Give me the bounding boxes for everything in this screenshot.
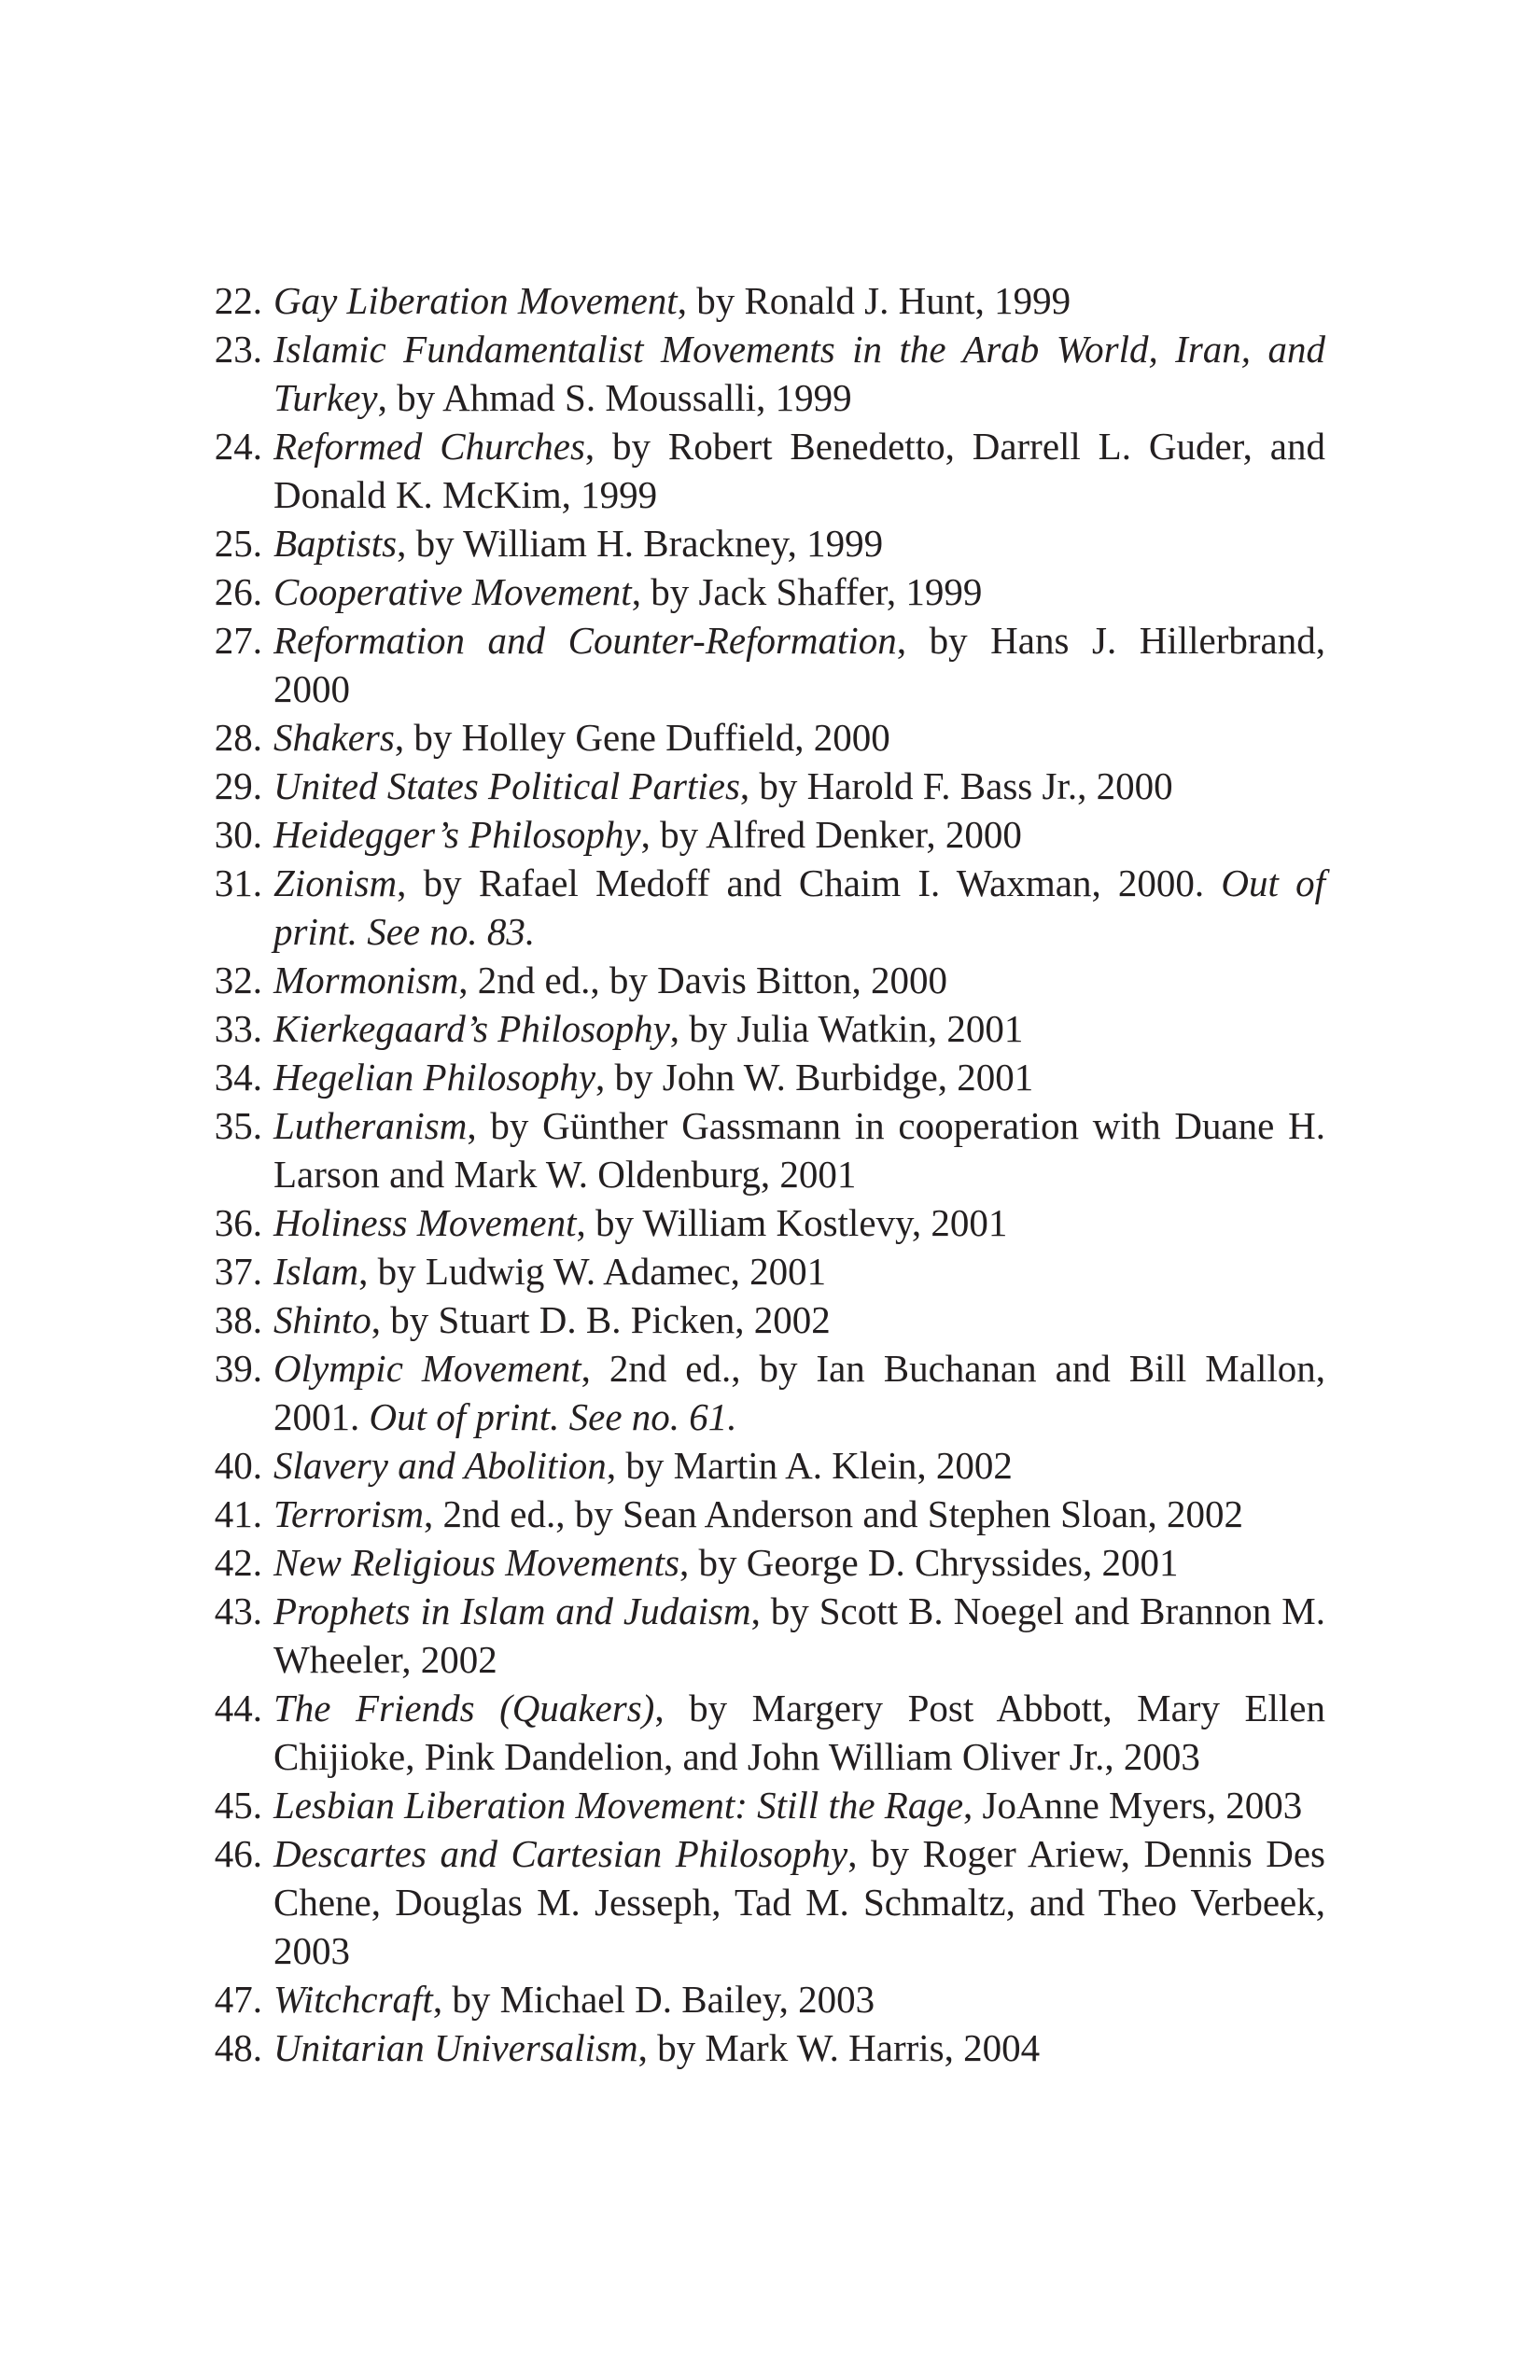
entry-number: 35. [214, 1104, 262, 1147]
entry-number: 40. [214, 1444, 262, 1487]
entry-details: , by Julia Watkin, 2001 [669, 1007, 1024, 1050]
entry-title: Mormonism [273, 959, 459, 1001]
entry-number: 29. [214, 764, 262, 807]
entry-number: 32. [214, 959, 262, 1001]
entry-details: , by William H. Brackney, 1999 [397, 522, 884, 565]
entry-number: 39. [214, 1347, 262, 1390]
entry-number: 41. [214, 1492, 262, 1535]
entry-number: 34. [214, 1056, 262, 1099]
entry-note: Out of print. See no. 83. [273, 861, 1325, 953]
entry-number: 27. [214, 619, 262, 662]
entry-number: 42. [214, 1541, 262, 1584]
list-item [201, 519, 1325, 567]
entry-title: Terrorism [273, 1492, 425, 1535]
list-item [201, 1587, 1325, 1684]
entry-details: , by Jack Shaffer, 1999 [631, 570, 983, 613]
entry-details: , by Michael D. Bailey, 2003 [432, 1978, 875, 2021]
entry-title: United States Political Parties [273, 764, 740, 807]
entry-title: Unitarian Universalism [273, 2026, 638, 2069]
entry-title: Slavery and Abolition [273, 1444, 607, 1487]
entry-number: 36. [214, 1201, 262, 1244]
entry-number: 38. [214, 1298, 262, 1341]
list-item [201, 1781, 1325, 1829]
list-item [201, 1247, 1325, 1295]
entry-number: 22. [214, 279, 262, 322]
list-item [201, 1490, 1325, 1538]
entry-title: Lutheranism [273, 1104, 468, 1147]
entry-title: New Religious Movements [273, 1541, 679, 1584]
list-item [201, 1538, 1325, 1587]
list-item [201, 859, 1325, 956]
list-item [201, 1344, 1325, 1441]
list-item [201, 1441, 1325, 1490]
list-item [201, 713, 1325, 762]
entry-details: , by Holley Gene Duffield, 2000 [394, 716, 890, 759]
entry-title: Baptists [273, 522, 398, 565]
entry-details: , by Günther Gassmann in cooperation with Duane H. Larson and Mark W. Oldenburg, 2001 [273, 1104, 1325, 1196]
entry-title: Descartes and Cartesian Philosophy [273, 1832, 848, 1875]
entry-number: 33. [214, 1007, 262, 1050]
entry-number: 48. [214, 2026, 262, 2069]
entry-title: Prophets in Islam and Judaism [273, 1589, 751, 1632]
entry-number: 30. [214, 813, 262, 856]
list-item [201, 1004, 1325, 1053]
entry-details: , by Ronald J. Hunt, 1999 [677, 279, 1071, 322]
entry-title: Shakers [273, 716, 395, 759]
list-item [201, 1198, 1325, 1247]
entry-number: 45. [214, 1784, 262, 1827]
entry-number: 31. [214, 861, 262, 904]
entry-title: Reformed Churches [273, 425, 585, 468]
series-list [201, 276, 1325, 2072]
entry-number: 23. [214, 328, 262, 371]
list-item [201, 2023, 1325, 2072]
entry-title: Islamic Fundamentalist Movements in the Arab World, Iran, and Turkey [273, 328, 1325, 419]
list-item [201, 422, 1325, 519]
entry-details: , 2nd ed., by Davis Bitton, 2000 [458, 959, 948, 1001]
list-item [201, 956, 1325, 1004]
entry-number: 46. [214, 1832, 262, 1875]
book-series-list-page [201, 276, 1325, 2072]
list-item [201, 1975, 1325, 2023]
entry-title: Holiness Movement [273, 1201, 577, 1244]
entry-details: , by Mark W. Harris, 2004 [637, 2026, 1041, 2069]
entry-title: Cooperative Movement [273, 570, 632, 613]
entry-details: , by Harold F. Bass Jr., 2000 [739, 764, 1173, 807]
entry-number: 24. [214, 425, 262, 468]
entry-details: , by Ludwig W. Adamec, 2001 [358, 1250, 827, 1293]
entry-title: Heidegger’s Philosophy [273, 813, 641, 856]
entry-title: Zionism [273, 861, 398, 904]
entry-details: , 2nd ed., by Ian Buchanan and Bill Mallon, 2001. [273, 1347, 1325, 1438]
list-item [201, 1829, 1325, 1975]
entry-details: , by William Kostlevy, 2001 [576, 1201, 1008, 1244]
entry-details: , JoAnne Myers, 2003 [963, 1784, 1303, 1827]
entry-details: , by Alfred Denker, 2000 [640, 813, 1022, 856]
entry-title: Gay Liberation Movement [273, 279, 678, 322]
list-item [201, 276, 1325, 325]
entry-title: Kierkegaard’s Philosophy [273, 1007, 670, 1050]
entry-number: 47. [214, 1978, 262, 2021]
entry-details: , by Margery Post Abbott, Mary Ellen Chijioke, Pink Dandelion, and John William Oliver Jr., 2003 [273, 1687, 1325, 1778]
entry-details: , by Martin A. Klein, 2002 [606, 1444, 1013, 1487]
entry-title: Reformation and Counter-Reformation [273, 619, 897, 662]
list-item [201, 762, 1325, 810]
list-item [201, 325, 1325, 422]
entry-number: 26. [214, 570, 262, 613]
entry-details: , by Hans J. Hillerbrand, 2000 [273, 619, 1326, 710]
entry-number: 44. [214, 1687, 262, 1729]
entry-title: Olympic Movement [273, 1347, 581, 1390]
entry-title: Witchcraft [273, 1978, 433, 2021]
entry-details: , by Ahmad S. Moussalli, 1999 [377, 376, 852, 419]
entry-details: , by Robert Benedetto, Darrell L. Guder, and Donald K. McKim, 1999 [273, 425, 1325, 516]
list-item [201, 810, 1325, 859]
entry-number: 37. [214, 1250, 262, 1293]
list-item [201, 567, 1325, 616]
list-item [201, 1684, 1325, 1781]
entry-title: Islam [273, 1250, 359, 1293]
entry-title: Lesbian Liberation Movement: Still the Rage [273, 1784, 964, 1827]
entry-number: 28. [214, 716, 262, 759]
entry-number: 25. [214, 522, 262, 565]
list-item [201, 1295, 1325, 1344]
entry-details: , by George D. Chryssides, 2001 [679, 1541, 1179, 1584]
entry-details: , by Stuart D. B. Picken, 2002 [371, 1298, 831, 1341]
entry-details: , by Roger Ariew, Dennis Des Chene, Douglas M. Jesseph, Tad M. Schmaltz, and Theo Verbeek, 2003 [273, 1832, 1325, 1972]
entry-details: , by Rafael Medoff and Chaim I. Waxman, 2000. [397, 861, 1222, 904]
list-item [201, 1053, 1325, 1101]
list-item [201, 616, 1325, 713]
entry-details: , by John W. Burbidge, 2001 [595, 1056, 1034, 1099]
list-item [201, 1101, 1325, 1198]
entry-note: Out of print. See no. 61. [369, 1395, 737, 1438]
entry-title: Hegelian Philosophy [273, 1056, 596, 1099]
entry-details: , 2nd ed., by Sean Anderson and Stephen Sloan, 2002 [424, 1492, 1244, 1535]
entry-details: , by Scott B. Noegel and Brannon M. Wheeler, 2002 [273, 1589, 1325, 1681]
entry-title: The Friends (Quakers) [273, 1687, 655, 1729]
entry-title: Shinto [273, 1298, 371, 1341]
entry-number: 43. [214, 1589, 262, 1632]
